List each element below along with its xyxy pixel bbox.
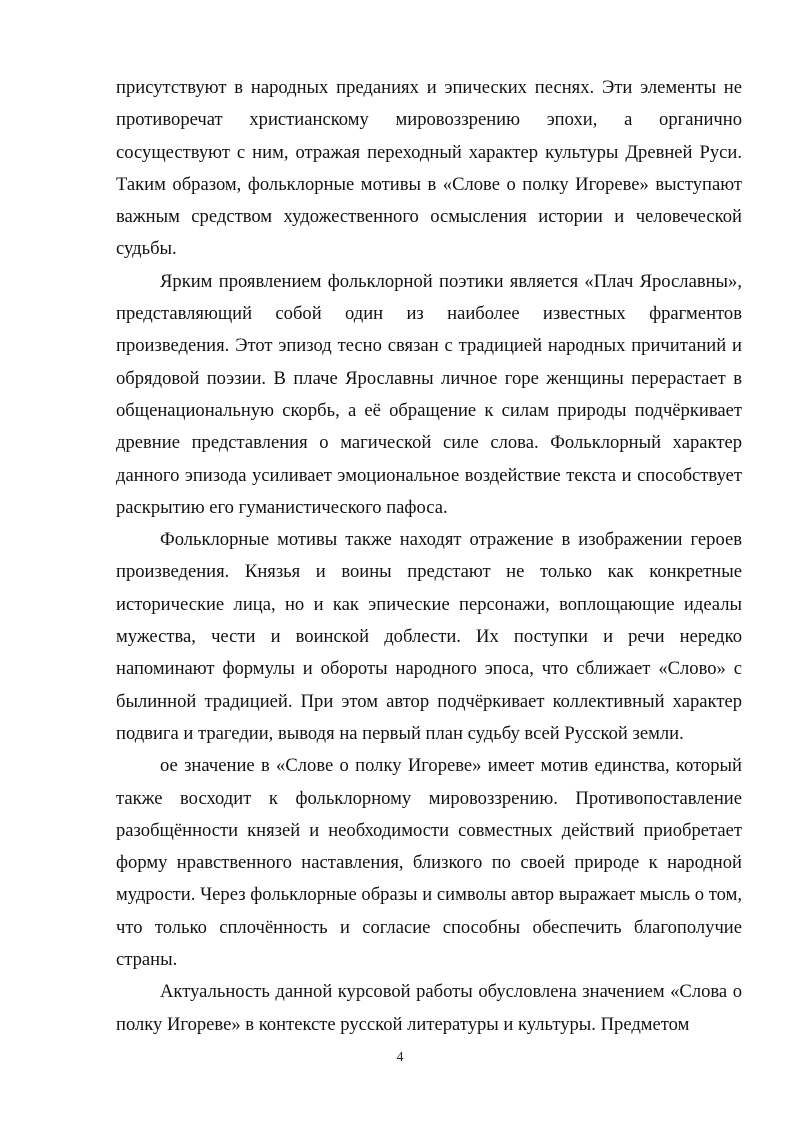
paragraph-yaroslavna-lament: Ярким проявлением фольклорной поэтики является «Плач Ярославны», представляющий собой один из наиболее известных фрагментов произведения. Этот эпизод тесно связан с традицией народных причитаний и обрядовой поэзии. В плаче Ярославны личное горе женщины перерастает в общенациональную скорбь, а её обращение к силам природы подчёркивает древние представления о магической силе слова. Фольклорный характер данного эпизода усиливает эмоциональное воздействие текста и способствует раскрытию его гуманистического пафоса.	[116, 270, 742, 518]
paragraph-heroes-depiction: Фольклорные мотивы также находят отражение в изображении героев произведения. Князья и воины предстают не только как конкретные исторические лица, но и как эпические персонажи, воплощающие идеалы мужества, чести и воинской доблести. Их поступки и речи нередко напоминают формулы и обороты народного эпоса, что сближает «Слово» с былинной традицией. При этом автор подчёркивает коллективный характер подвига и трагедии, выводя на первый план судьбу всей Русской земли.	[116, 529, 742, 744]
paragraph-relevance: Актуальность данной курсовой работы обусловлена значением «Слова о полку Игореве» в контексте русской литературы и культуры. Предметом	[116, 981, 742, 1035]
paragraph-unity-motif: ое значение в «Слове о полку Игореве» имеет мотив единства, который также восходит к фольклорному мировоззрению. Противопоставление разобщённости князей и необходимости совместных действий приобретает форму нравственного наставления, близкого по своей природе к народной мудрости. Через фольклорные образы и символы автор выражает мысль о том, что только сплочённость и согласие способны обеспечить благополучие страны.	[116, 755, 742, 971]
document-body	[116, 72, 742, 1041]
paragraph-continuation: присутствуют в народных преданиях и эпических песнях. Эти элементы не противоречат христианскому мировоззрению эпохи, а органично сосуществуют с ним, отражая переходный характер культуры Древней Руси. Таким образом, фольклорные мотивы в «Слове о полку Игореве» выступают важным средством художественного осмысления истории и человеческой судьбы.	[116, 77, 742, 260]
page-number: 4	[396, 1050, 404, 1065]
